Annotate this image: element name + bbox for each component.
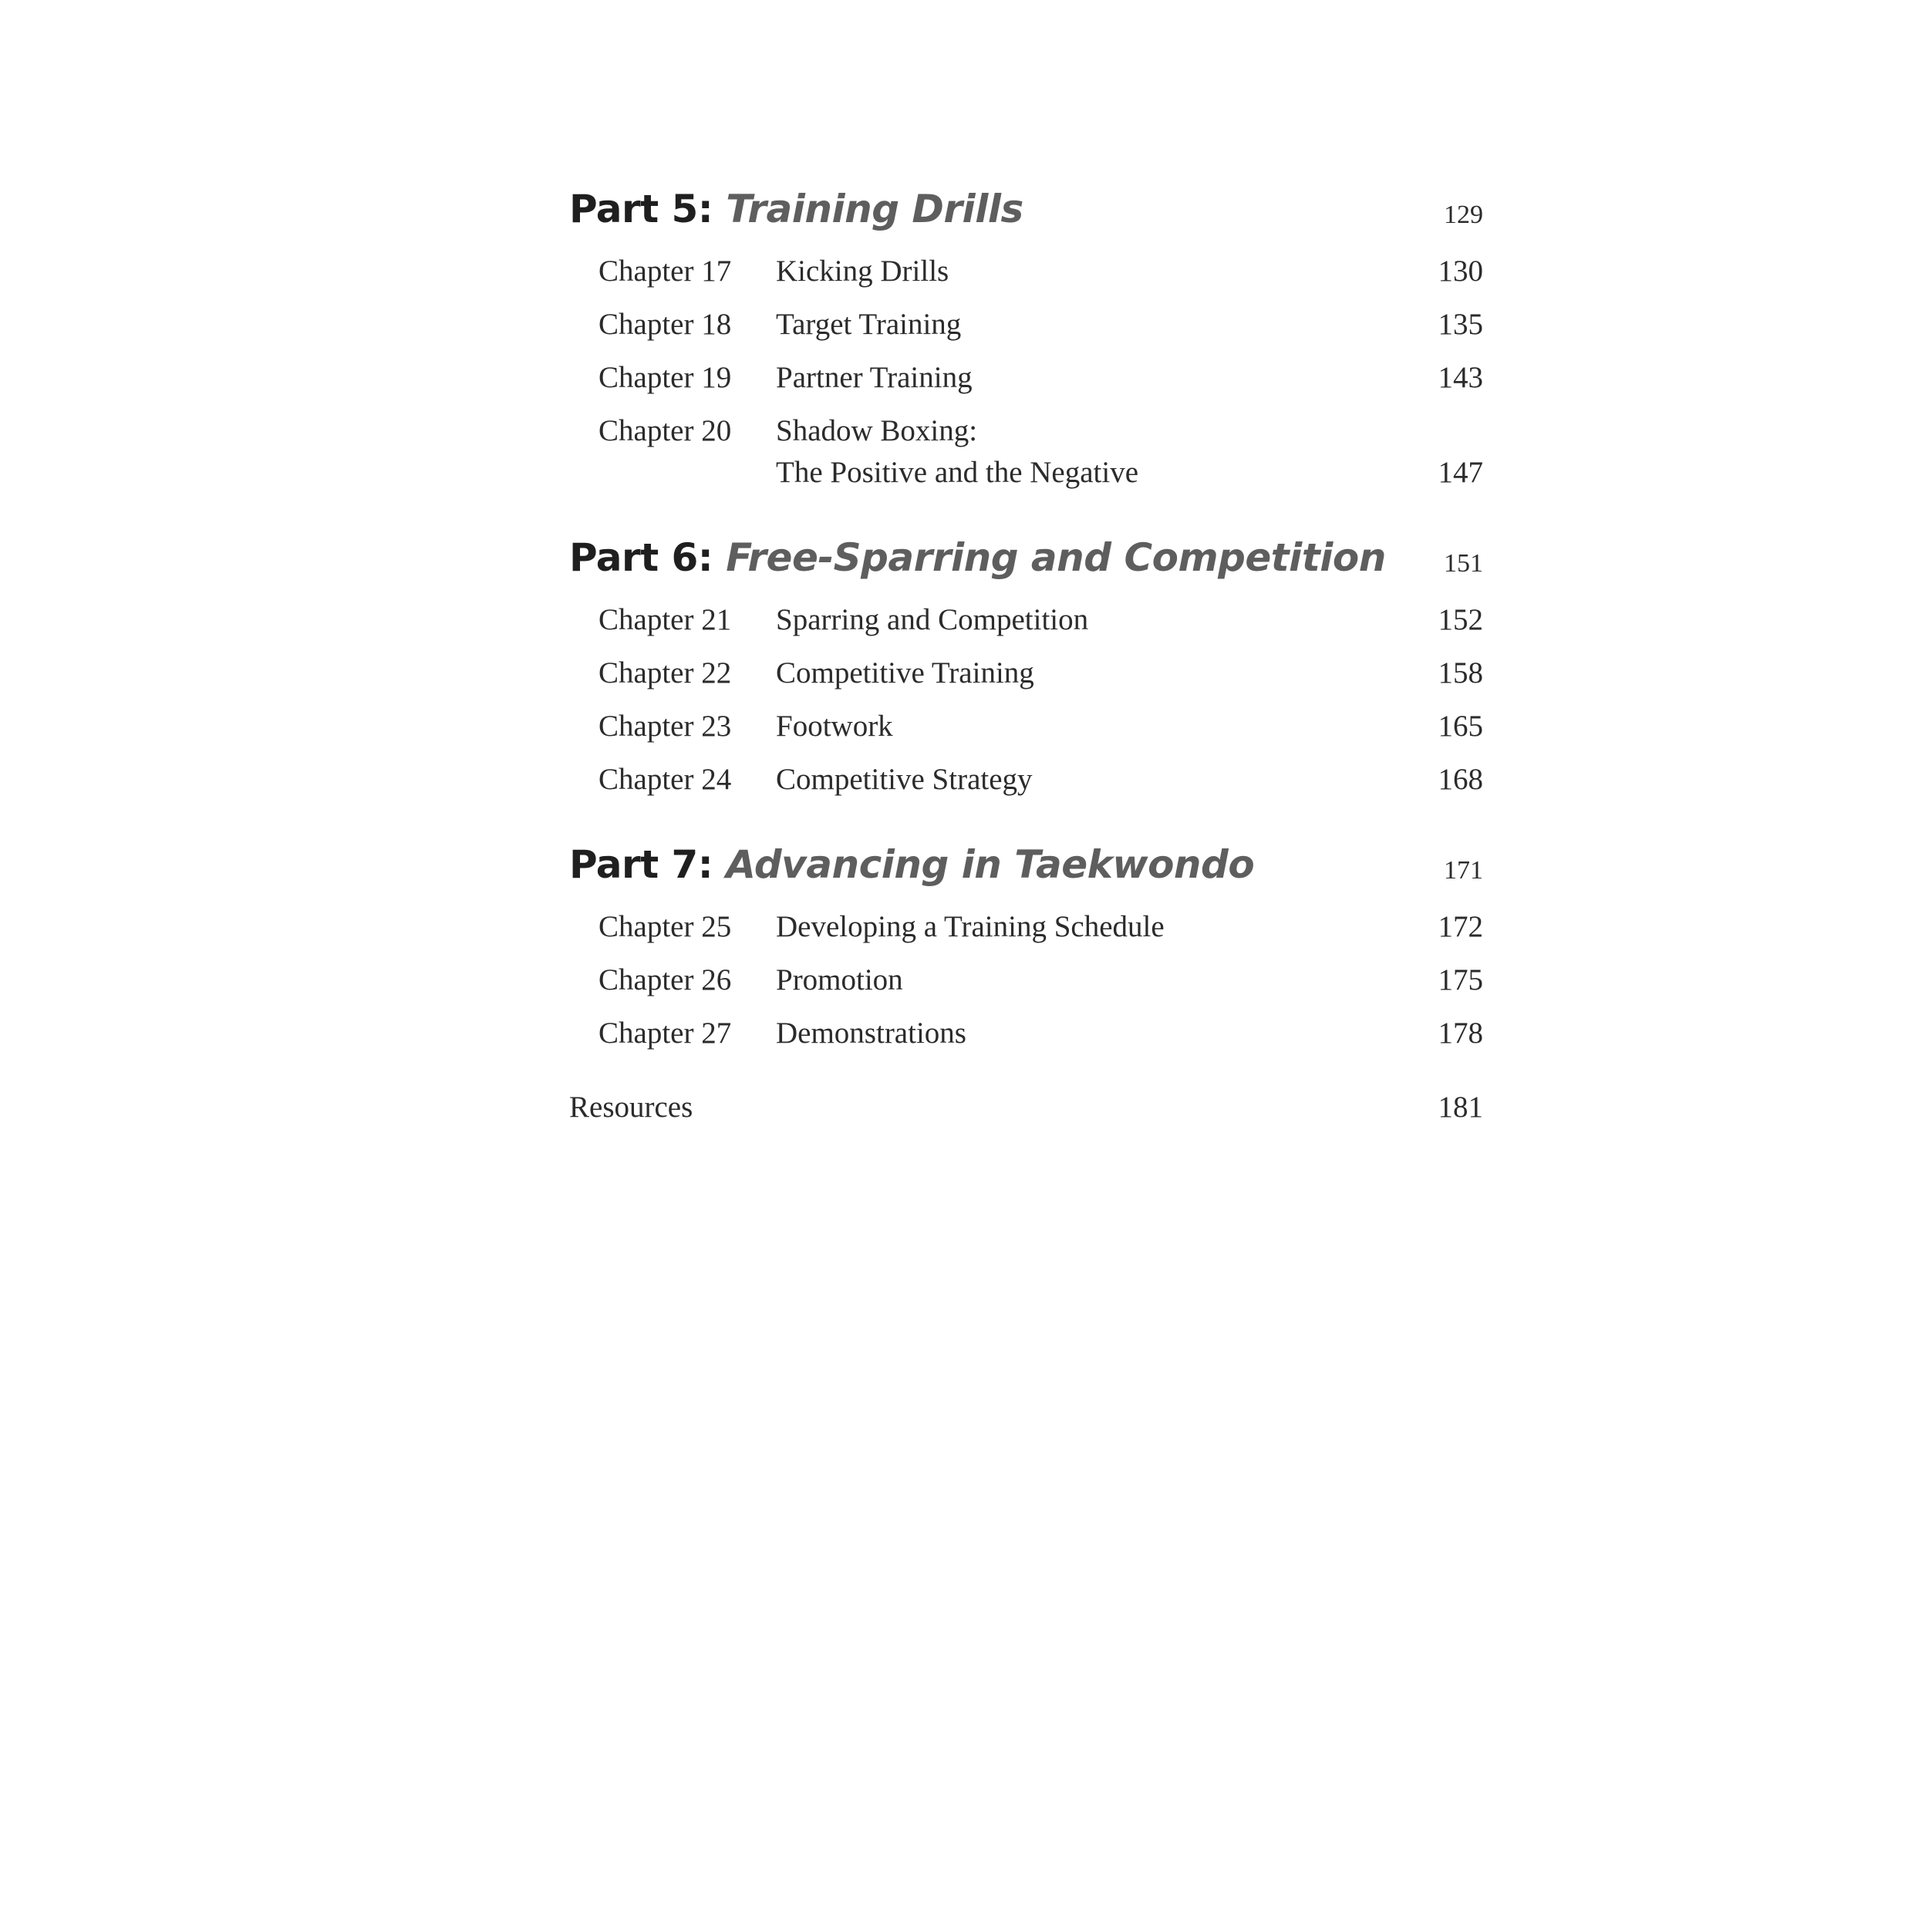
chapter-entry bbox=[569, 959, 1483, 1001]
chapter-title-line: Shadow Boxing: bbox=[776, 414, 978, 447]
chapter-entry bbox=[569, 251, 1483, 292]
chapter-title bbox=[776, 959, 1375, 1001]
resources-entry bbox=[569, 1087, 1483, 1128]
chapter-number: Chapter 23 bbox=[598, 710, 732, 743]
part-page-number: 171 bbox=[1444, 856, 1483, 885]
chapter-number: Chapter 24 bbox=[598, 763, 732, 796]
chapter-title-line: Partner Training bbox=[776, 361, 973, 394]
chapter-title bbox=[776, 759, 1375, 801]
table-of-contents bbox=[569, 177, 1483, 1128]
chapter-title bbox=[776, 706, 1375, 747]
chapter-title-line: Competitive Training bbox=[776, 656, 1034, 690]
chapter-title bbox=[776, 1013, 1375, 1054]
chapter-title-line: Kicking Drills bbox=[776, 255, 949, 288]
chapter-page-number: 135 bbox=[1438, 308, 1483, 341]
resources-page-number: 181 bbox=[1438, 1091, 1483, 1124]
chapter-entry bbox=[569, 410, 1483, 494]
chapter-title-line: Target Training bbox=[776, 308, 962, 341]
chapter-number: Chapter 25 bbox=[598, 910, 732, 943]
chapter-page-number: 175 bbox=[1438, 963, 1483, 996]
chapter-title-line: Demonstrations bbox=[776, 1017, 966, 1050]
chapter-page-number: 147 bbox=[1438, 456, 1483, 489]
chapter-entry bbox=[569, 906, 1483, 948]
part-section bbox=[569, 833, 1483, 1054]
part-page-number: 129 bbox=[1444, 201, 1483, 229]
chapter-title bbox=[776, 251, 1375, 292]
chapter-page-number: 158 bbox=[1438, 656, 1483, 690]
chapter-title-line: Competitive Strategy bbox=[776, 763, 1033, 796]
chapter-title-line: Developing a Training Schedule bbox=[776, 910, 1165, 943]
chapter-number: Chapter 27 bbox=[598, 1017, 732, 1050]
chapter-title-line: Footwork bbox=[776, 710, 893, 743]
chapter-entry bbox=[569, 599, 1483, 641]
chapter-page-number: 143 bbox=[1438, 361, 1483, 394]
part-heading-text bbox=[569, 842, 1254, 887]
part-title: Training Drills bbox=[726, 187, 1023, 231]
chapter-title bbox=[776, 906, 1375, 948]
chapter-title bbox=[776, 304, 1375, 346]
chapter-title-line: Sparring and Competition bbox=[776, 603, 1089, 636]
chapter-number: Chapter 19 bbox=[598, 361, 732, 394]
part-number: Part 7: bbox=[569, 842, 713, 887]
part-number: Part 5: bbox=[569, 187, 713, 231]
part-title: Free-Sparring and Competition bbox=[726, 535, 1386, 580]
chapter-title bbox=[776, 652, 1375, 694]
chapter-number: Chapter 21 bbox=[598, 603, 732, 636]
part-heading-text bbox=[569, 187, 1023, 231]
chapter-entry bbox=[569, 652, 1483, 694]
part-heading bbox=[569, 833, 1483, 895]
chapter-page-number: 165 bbox=[1438, 710, 1483, 743]
chapter-page-number: 130 bbox=[1438, 255, 1483, 288]
chapter-number: Chapter 17 bbox=[598, 255, 732, 288]
part-section bbox=[569, 526, 1483, 801]
chapter-page-number: 168 bbox=[1438, 763, 1483, 796]
part-number: Part 6: bbox=[569, 535, 713, 580]
chapter-entry bbox=[569, 1013, 1483, 1054]
part-heading bbox=[569, 177, 1483, 239]
chapter-title-line: The Positive and the Negative bbox=[776, 456, 1139, 489]
chapter-entry bbox=[569, 304, 1483, 346]
chapter-entry bbox=[569, 759, 1483, 801]
part-heading-text bbox=[569, 535, 1386, 580]
chapter-entry bbox=[569, 706, 1483, 747]
chapter-page-number: 172 bbox=[1438, 910, 1483, 943]
chapter-number: Chapter 20 bbox=[598, 414, 732, 447]
chapter-number: Chapter 26 bbox=[598, 963, 732, 996]
chapter-title bbox=[776, 599, 1375, 641]
chapter-page-number: 152 bbox=[1438, 603, 1483, 636]
chapter-number: Chapter 22 bbox=[598, 656, 732, 690]
part-page-number: 151 bbox=[1444, 549, 1483, 578]
chapter-entry bbox=[569, 357, 1483, 399]
resources-label: Resources bbox=[569, 1091, 693, 1124]
part-title: Advancing in Taekwondo bbox=[726, 842, 1255, 887]
chapter-title-line: Promotion bbox=[776, 963, 903, 996]
part-heading bbox=[569, 526, 1483, 588]
part-section bbox=[569, 177, 1483, 494]
chapter-page-number: 178 bbox=[1438, 1017, 1483, 1050]
chapter-number: Chapter 18 bbox=[598, 308, 732, 341]
chapter-title bbox=[776, 357, 1375, 399]
chapter-title bbox=[776, 410, 1375, 494]
